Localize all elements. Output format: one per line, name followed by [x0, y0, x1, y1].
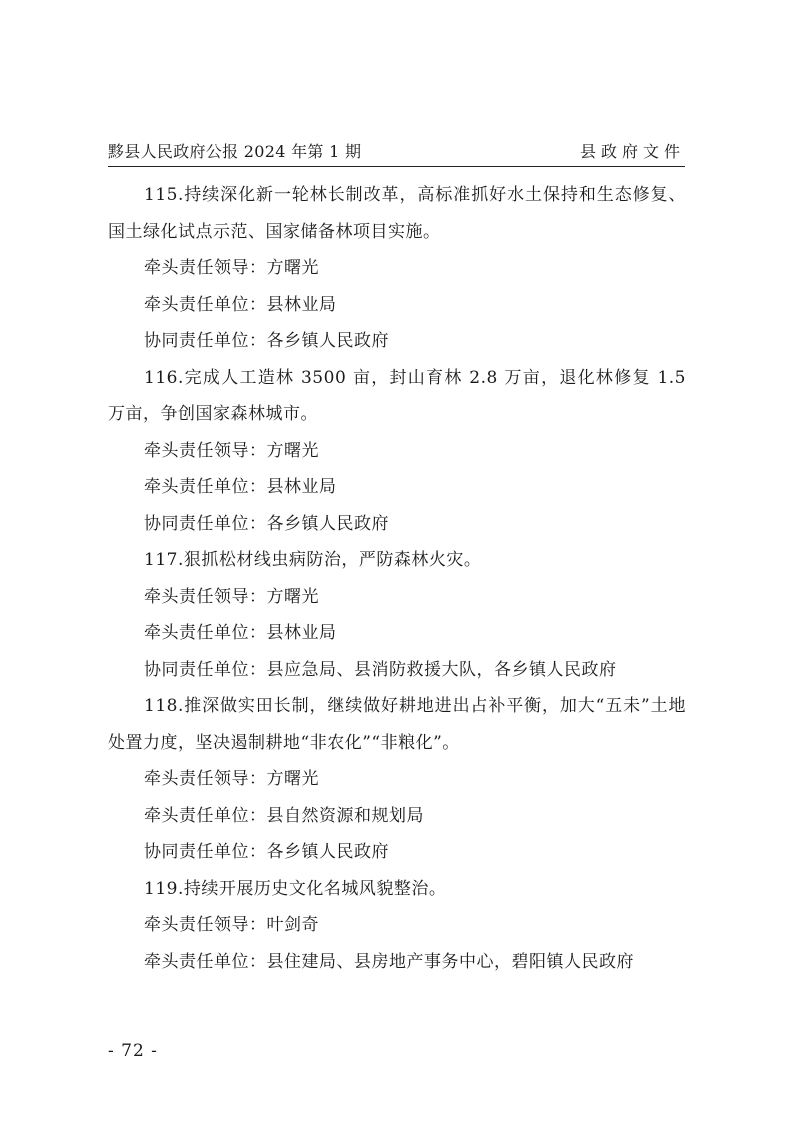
- task-115-lead-leader: 牵头责任领导：方曙光: [144, 258, 319, 278]
- task-117-lead-leader: 牵头责任领导：方曙光: [144, 586, 319, 607]
- page-header: [108, 142, 685, 167]
- task-117-cooperating-unit: 协同责任单位：县应急局、县消防救援大队，各乡镇人民政府: [144, 659, 617, 680]
- page-number: - 72 -: [108, 1041, 158, 1061]
- task-117-lead-unit: 牵头责任单位：县林业局: [144, 623, 337, 643]
- task-116-cooperating-unit: 协同责任单位：各乡镇人民政府: [144, 513, 389, 534]
- task-116-description: 116.完成人工造林 3500 亩，封山育林 2.8 万亩，退化林修复 1.5 万亩，争创国家森林城市。: [108, 367, 686, 424]
- task-118-lead-unit: 牵头责任单位：县自然资源和规划局: [144, 805, 424, 826]
- task-118-cooperating-unit: 协同责任单位：各乡镇人民政府: [144, 842, 389, 862]
- task-115-description: 115.持续深化新一轮林长制改革，高标准抓好水土保持和生态修复、国土绿化试点示范、国家储备林项目实施。: [108, 185, 686, 242]
- task-116-lead-unit: 牵头责任单位：县林业局: [144, 477, 337, 497]
- task-119-lead-unit: 牵头责任单位：县住建局、县房地产事务中心，碧阳镇人民政府: [144, 951, 634, 972]
- task-117-description: 117.狠抓松材线虫病防治，严防森林火灾。: [144, 550, 482, 570]
- task-115-lead-unit: 牵头责任单位：县林业局: [144, 294, 337, 315]
- task-118-description: 118.推深做实田长制，继续做好耕地进出占补平衡，加大“五未”土地处置力度，坚决遏制耕地“非农化”“非粮化”。: [108, 696, 686, 753]
- task-118-lead-leader: 牵头责任领导：方曙光: [144, 769, 319, 789]
- bulletin-title: 黟县人民政府公报 2024 年第 1 期: [108, 142, 362, 161]
- section-title: 县政府文件: [579, 142, 685, 161]
- task-116-lead-leader: 牵头责任领导：方曙光: [144, 440, 319, 461]
- task-119-lead-leader: 牵头责任领导：叶剑奇: [144, 915, 319, 935]
- task-119-description: 119.持续开展历史文化名城风貌整治。: [144, 878, 447, 899]
- task-115-cooperating-unit: 协同责任单位：各乡镇人民政府: [144, 331, 389, 351]
- document-body: [108, 177, 686, 980]
